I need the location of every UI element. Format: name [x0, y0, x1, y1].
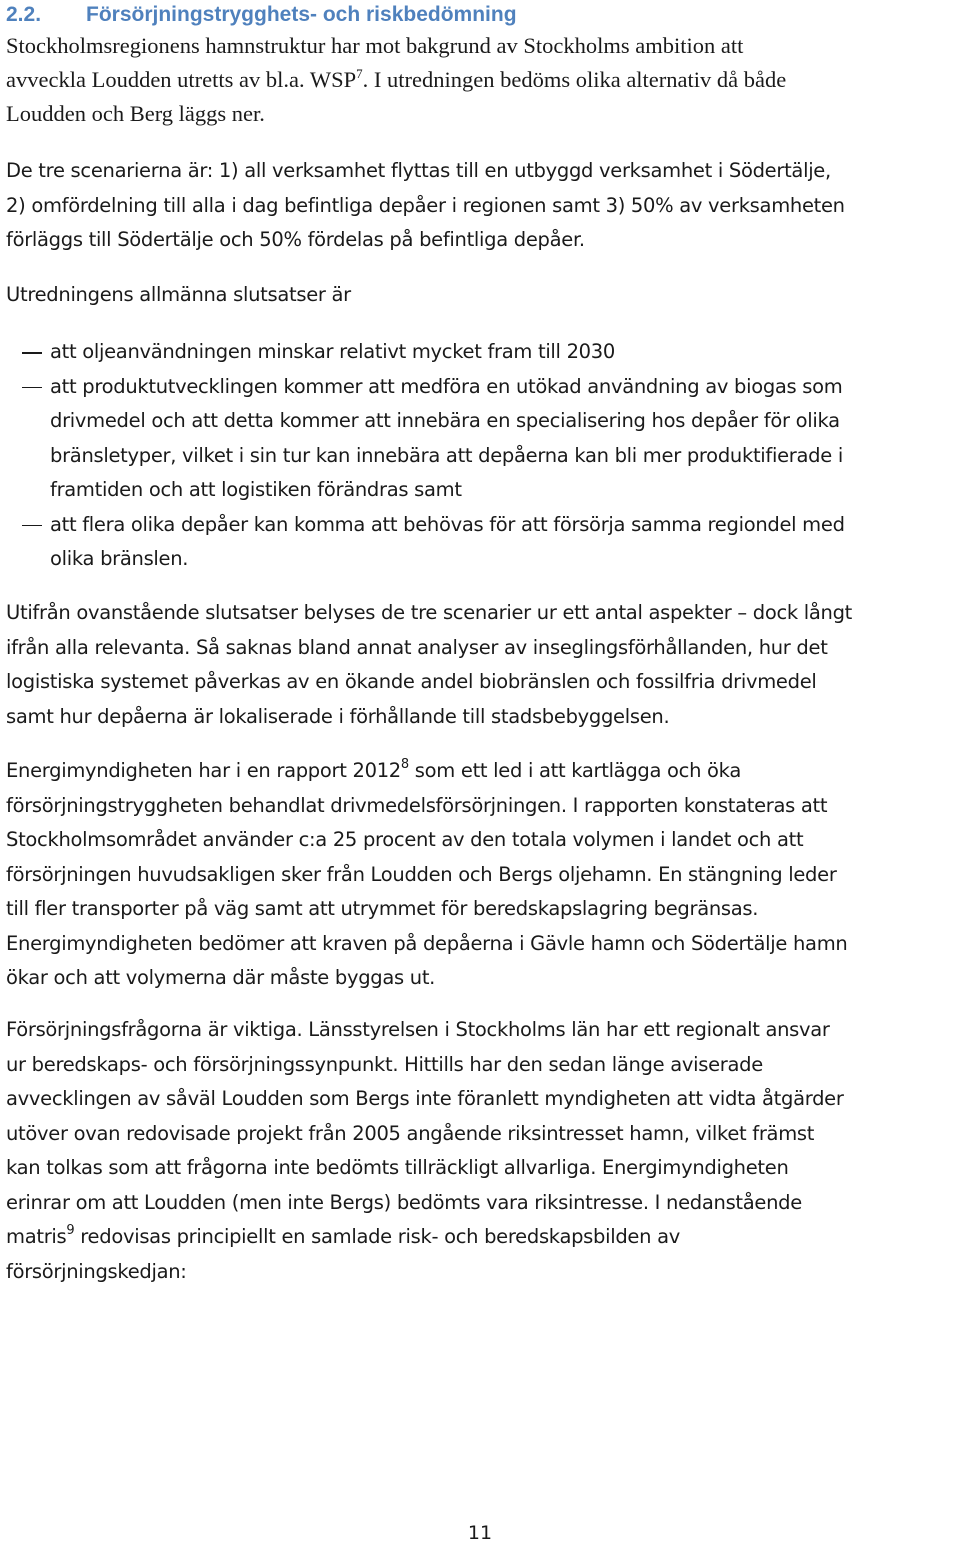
paragraph-line: avvecklingen av såväl Loudden som Bergs inte föranlett myndigheten att vidta åtgärder [6, 1087, 844, 1110]
scenarios-line-3: förläggs till Södertälje och 50% fördelas på befintliga depåer. [6, 228, 585, 251]
list-item [6, 508, 956, 577]
paragraph-line: kan tolkas som att frågorna inte bedömts tillräckligt allvarliga. Energimyndigheten [6, 1156, 789, 1179]
supply-line-head: matris [6, 1225, 67, 1248]
supply-paragraph [6, 1013, 956, 1289]
list-item-line: att oljeanvändningen minskar relativt mycket fram till 2030 [50, 340, 615, 363]
paragraph-line: Energimyndigheten bedömer att kraven på depåerna i Gävle hamn och Södertälje hamn [6, 931, 848, 955]
paragraph-line: samt hur depåerna är lokaliserade i förhållande till stadsbebyggelsen. [6, 704, 670, 728]
section-title: Försörjningstrygghets- och riskbedömning [86, 3, 517, 26]
paragraph-line: Försörjningsfrågorna är viktiga. Länsstyrelsen i Stockholms län har ett regionalt ansvar [6, 1018, 830, 1041]
scenarios-line-2: 2) omfördelning till alla i dag befintliga depåer i regionen samt 3) 50% av verksamheten [6, 193, 845, 217]
intro-line-2 [6, 63, 956, 97]
page-number: 11 [467, 1522, 493, 1544]
conclusions-intro [6, 278, 956, 313]
list-item [6, 370, 956, 508]
list-item [6, 335, 956, 370]
aspects-paragraph [6, 596, 956, 734]
list-item-line: framtiden och att logistiken förändras samt [50, 478, 462, 501]
dash-bullet-icon [22, 352, 42, 354]
paragraph-line: försörjningstryggheten behandlat drivmedelsförsörjningen. I rapporten konstateras att [6, 793, 828, 817]
paragraph-line [6, 1220, 956, 1255]
list-item-line: att produktutvecklingen kommer att medföra en utökad användning av biogas som [50, 374, 843, 398]
footnote-ref-8[interactable]: 8 [400, 757, 409, 772]
intro-paragraph [6, 29, 956, 131]
list-item-line: olika bränslen. [50, 547, 189, 570]
conclusions-list [6, 335, 956, 577]
paragraph-line: försörjningskedjan: [6, 1259, 187, 1283]
supply-line-tail: redovisas principiellt en samlade risk- och beredskapsbilden av [74, 1225, 680, 1248]
section-heading [6, 3, 517, 27]
dash-bullet-icon [22, 525, 42, 527]
conclusions-intro-text: Utredningens allmänna slutsatser är [6, 283, 351, 306]
paragraph-line: till fler transporter på väg samt att utrymmet för beredskapslagring begränsas. [6, 897, 759, 920]
intro-line-2-head: avveckla Loudden utretts av bl.a. WSP [6, 67, 357, 92]
paragraph-line: logistiska systemet påverkas av en ökande andel biobränslen och fossilfria drivmedel [6, 670, 817, 693]
paragraph-line: ökar och att volymerna där måste byggas ut. [6, 966, 436, 989]
paragraph-line: erinrar om att Loudden (men inte Bergs) bedömts vara riksintresse. I nedanstående [6, 1190, 802, 1214]
scenarios-paragraph [6, 154, 956, 258]
paragraph-line: Utifrån ovanstående slutsatser belyses de tre scenarier ur ett antal aspekter – dock långt [6, 601, 853, 624]
energy-paragraph [6, 754, 956, 996]
energy-line-tail: som ett led i att kartlägga och öka [408, 759, 741, 782]
intro-line-2-tail: . I utredningen bedöms olika alternativ då både [362, 67, 787, 92]
paragraph-line [6, 754, 956, 789]
list-item-line: bränsletyper, vilket i sin tur kan innebära att depåerna kan bli mer produktifierade i [50, 443, 843, 467]
intro-line-3: Loudden och Berg läggs ner. [6, 101, 265, 126]
footnote-ref-7[interactable]: 7 [356, 66, 363, 81]
list-item-line: att flera olika depåer kan komma att behövas för att försörja samma regiondel med [50, 512, 845, 536]
paragraph-line: ifrån alla relevanta. Så saknas bland annat analyser av inseglingsförhållanden, hur det [6, 635, 828, 659]
section-number: 2.2. [6, 3, 42, 26]
energy-line-head: Energimyndigheten har i en rapport 2012 [6, 759, 401, 782]
intro-line-1: Stockholmsregionens hamnstruktur har mot bakgrund av Stockholms ambition att [6, 33, 744, 58]
dash-bullet-icon [22, 387, 42, 389]
paragraph-line: försörjningen huvudsakligen sker från Loudden och Bergs oljehamn. En stängning leder [6, 862, 837, 886]
list-item-line: drivmedel och att detta kommer att innebära en specialisering hos depåer för olika [50, 409, 840, 432]
paragraph-line: utöver ovan redovisade projekt från 2005 angående riksintresset hamn, vilket främst [6, 1121, 815, 1145]
paragraph-line: Stockholmsområdet använder c:a 25 procent av den totala volymen i landet och att [6, 828, 804, 851]
footnote-ref-9[interactable]: 9 [66, 1223, 75, 1238]
paragraph-line: ur beredskaps- och försörjningssynpunkt. Hittills har den sedan länge aviserade [6, 1052, 763, 1076]
scenarios-line-1: De tre scenarierna är: 1) all verksamhet flyttas till en utbyggd verksamhet i Södertälje, [6, 159, 831, 182]
